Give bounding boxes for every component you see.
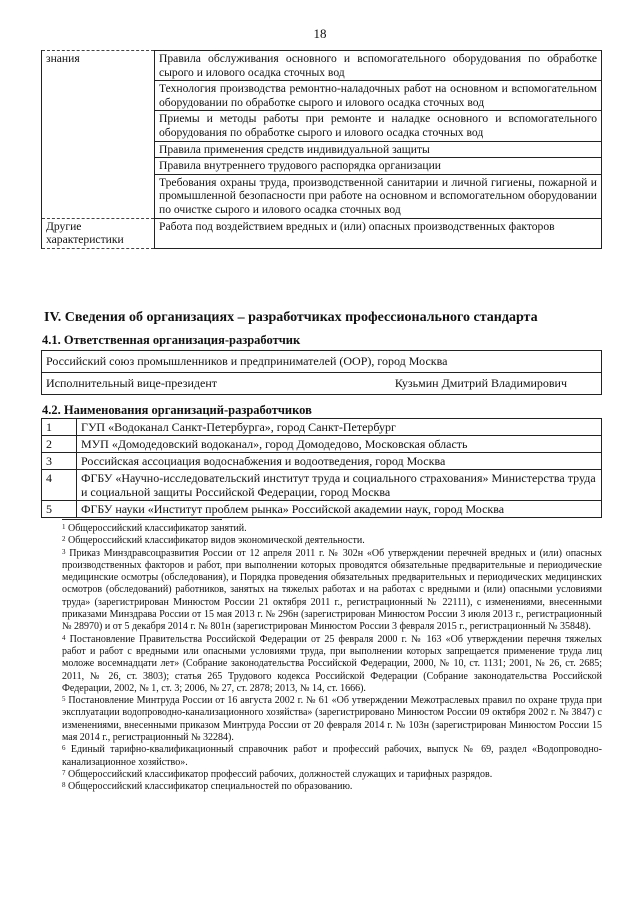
footnote-text: Общероссийский классификатор занятий. xyxy=(68,523,247,534)
org-name: Российская ассоциация водоснабжения и водоотведения, город Москва xyxy=(77,453,602,470)
footnote xyxy=(62,769,602,781)
table-row xyxy=(42,218,602,248)
footnote-text: Общероссийский классификатор специальностей по образованию. xyxy=(68,781,353,793)
org-number: 3 xyxy=(42,453,77,470)
row-label-other: Другие характеристики xyxy=(42,218,155,248)
requirements-table xyxy=(41,50,602,249)
table-row xyxy=(42,436,602,453)
footnote-text: Общероссийский классификатор видов экономической деятельности. xyxy=(68,535,365,547)
section-title: IV. Сведения об организациях – разработчиках профессионального стандарта xyxy=(44,310,538,325)
org-name: ГУП «Водоканал Санкт-Петербурга», город Санкт-Петербург xyxy=(77,419,602,436)
footnote-text: Общероссийский классификатор профессий рабочих, должностей служащих и тарифных разрядов. xyxy=(68,768,493,780)
footnote xyxy=(62,695,602,744)
footnote-marker: 4 xyxy=(62,633,66,642)
table-row xyxy=(42,373,602,395)
position-label: Исполнительный вице-президент xyxy=(46,376,218,390)
footnote-marker: 8 xyxy=(62,781,66,790)
subsection-title: 4.2. Наименования организаций-разработчиков xyxy=(42,403,312,417)
knowledge-item: Технология производства ремонтно-наладочных работ на основном и вспомогательном оборудовании по обработке сырого и илового осадка сточных вод xyxy=(155,81,602,111)
footnote xyxy=(62,634,602,695)
footnote xyxy=(62,523,602,535)
footnote xyxy=(62,548,602,634)
responsible-org-table xyxy=(41,350,602,395)
table-row xyxy=(42,351,602,373)
table-row xyxy=(42,470,602,501)
footnote-divider xyxy=(62,519,222,520)
org-name: МУП «Домодедовский водоканал», город Домодедово, Московская область xyxy=(77,436,602,453)
signatory-cell xyxy=(42,373,602,395)
org-name: ФГБУ науки «Институт проблем рынка» Российской академии наук, город Москва xyxy=(77,501,602,518)
footnotes xyxy=(62,523,602,794)
footnote-text: Единый тарифно-квалификационный справочник работ и профессий рабочих, выпуск № 69, раздел «Водопроводно-канализационное хозяйство». xyxy=(62,744,602,768)
knowledge-item: Правила внутреннего трудового распорядка организации xyxy=(155,158,602,175)
footnote-text: Приказ Минздравсоцразвития России от 12 апреля 2011 г. № 302н «Об утверждении перечней вредных и (или) опасных производственных факторов и работ, при выполнении которых проводятся обязательные предварительные и периодические медицинские осмотры (обследования), и Порядка проведения обязательных предварительных и периодических медицинских осмотров (обследований) работников, занятых на тяжелых работах и на работах с вредными и (или) опасными условиями труда» (зарегистрирован Минюстом России 21 октября 2011 г., регистрационный № 22111), с изменениями, внесенными приказами Минздрава России от 15 мая 2013 г. № 296н (зарегистрирован Минюстом России 3 июля 2013 г., регистрационный № 28970) и от 5 декабря 2014 г. № 801н (зарегистрирован Минюстом России 3 февраля 2015 г., регистрационный № 35848). xyxy=(62,547,603,633)
footnote xyxy=(62,781,602,793)
table-row xyxy=(42,501,602,518)
table-row xyxy=(42,51,602,81)
subsection-title: 4.1. Ответственная организация-разработчик xyxy=(42,333,301,347)
footnote-marker: 2 xyxy=(62,535,66,544)
org-number: 1 xyxy=(42,419,77,436)
knowledge-item: Требования охраны труда, производственной санитарии и личной гигиены, пожарной и промышленной безопасности при работе на основном и вспомогательном оборудовании по очистке сырого и илового осадка сточных вод xyxy=(155,174,602,218)
knowledge-item: Приемы и методы работы при ремонте и наладке основного и вспомогательного оборудования по обработке сырого и илового осадка сточных вод xyxy=(155,111,602,141)
row-label-knowledge: знания xyxy=(42,51,155,219)
org-number: 5 xyxy=(42,501,77,518)
footnote xyxy=(62,744,602,769)
footnote-marker: 5 xyxy=(62,695,66,704)
org-number: 2 xyxy=(42,436,77,453)
knowledge-item: Правила применения средств индивидуальной защиты xyxy=(155,141,602,158)
knowledge-item: Правила обслуживания основного и вспомогательного оборудования по обработке сырого и илового осадка сточных вод xyxy=(155,51,602,81)
person-name: Кузьмин Дмитрий Владимирович xyxy=(394,376,567,390)
developer-orgs-table xyxy=(41,418,602,518)
footnote-text: Постановление Правительства Российской Федерации от 25 февраля 2000 г. № 163 «Об утверждении перечня тяжелых работ и работ с вредными или опасными условиями труда, при выполнении которых запрещается применение труда лиц моложе восемнадцати лет» (Собрание законодательства Российской Федерации, 2000, № 10, ст. 1131; 2001, № 26, ст. 2685; 2011, № 26, ст. 3803); статья 265 Трудового кодекса Российской Федерации (Собрание законодательства Российской Федерации, 2002, № 1, ст. 3; 2006, № 27, ст. 2878; 2013, № 14, ст. 1666). xyxy=(62,633,602,694)
other-item: Работа под воздействием вредных и (или) опасных производственных факторов xyxy=(155,218,602,248)
org-name-cell: Российский союз промышленников и предпринимателей (ООР), город Москва xyxy=(42,351,602,373)
footnote-marker: 7 xyxy=(62,768,66,777)
org-number: 4 xyxy=(42,470,77,501)
table-row xyxy=(42,453,602,470)
footnote xyxy=(62,535,602,547)
table-row xyxy=(42,419,602,436)
footnote-marker: 1 xyxy=(62,523,66,531)
org-name: ФГБУ «Научно-исследовательский институт труда и социального страхования» Министерства труда и социальной защиты Российской Федерации, город Москва xyxy=(77,470,602,501)
footnote-text: Постановление Минтруда России от 16 августа 2002 г. № 61 «Об утверждении Межотраслевых правил по охране труда при эксплуатации водопроводно-канализационного хозяйства» (зарегистрировано Минюстом России 09 октября 2002 г. № 3847) с изменениями, внесенными приказом Минтруда России от 20 февраля 2014 г. № 103н (зарегистрирован Минюстом России 15 мая 2014 г., регистрационный № 32284). xyxy=(62,695,603,744)
footnote-marker: 3 xyxy=(62,547,66,556)
page-number: 18 xyxy=(313,26,327,41)
footnote-marker: 6 xyxy=(62,744,66,753)
